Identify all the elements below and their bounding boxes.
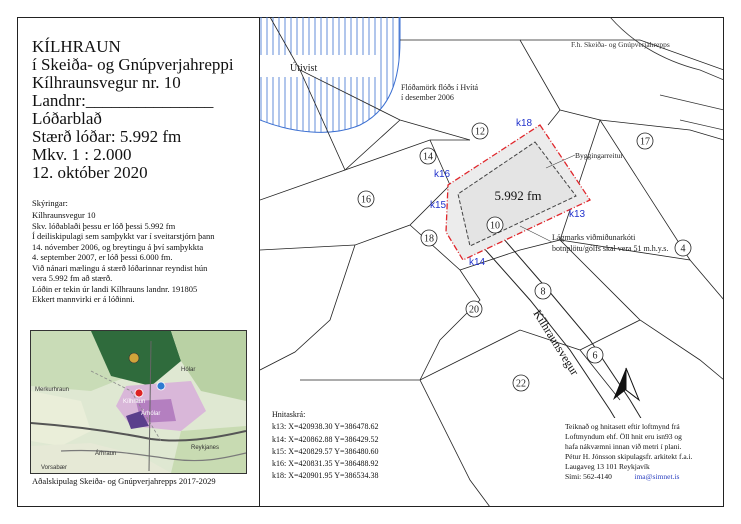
coordinate-row: k14: X=420862.88 Y=386429.52 — [272, 434, 379, 444]
coordinate-row: k13: X=420938.30 Y=386478.62 — [272, 422, 379, 432]
coordinate-row: k18: X=420901.95 Y=386534.38 — [272, 471, 379, 481]
inset-map-graphic — [31, 331, 246, 473]
credit-line: hafa nákvæmni innan við metri í plani. — [565, 442, 682, 451]
lot-number-12: 12 — [475, 126, 485, 138]
inset-caption: Aðalskipulag Skeiða- og Gnúpverjahrepps 2017-2029 — [32, 476, 216, 486]
corner-label-k14: k14 — [469, 257, 486, 268]
credit-line: Pétur H. Jónsson skipulagsfr. arkitekt f.a.i. — [565, 452, 693, 461]
corner-label-k15: k15 — [430, 200, 447, 211]
road-label: Kílhraunsvegur — [530, 307, 582, 378]
credit-line: Laugaveg 13 101 Reykjavík — [565, 462, 650, 471]
explanation-line: Við nánari mælingu á stærð lóðarinnar reyndist hún — [32, 262, 208, 273]
credit-line: Loftmyndum ehf. Öll hnit eru isn93 og — [565, 432, 682, 441]
corner-label-k13: k13 — [569, 209, 586, 220]
explanation-line: Kílhraunsvegur 10 — [32, 210, 96, 220]
coordinate-table — [272, 409, 379, 483]
coordinate-row: k15: X=420829.57 Y=386480.60 — [272, 446, 379, 456]
street-address: Kílhraunsvegur nr. 10 — [32, 73, 181, 92]
explanation-line: Ekkert mannvirki er á lóðinni. — [32, 294, 135, 304]
building-area-label: Byggingarreitur — [575, 151, 623, 160]
flood-note-line2: í desember 2006 — [401, 93, 454, 102]
flood-note-line1: Flóðamörk flóðs í Hvítá — [401, 83, 479, 92]
inset-label-arhraun: Árhraun — [95, 451, 117, 457]
lot-number-18: 18 — [424, 233, 434, 245]
floor-note-line2: botnplötu/gólfs skal vera 51 m.h.y.s. — [552, 244, 669, 253]
map-date: 12. október 2020 — [32, 163, 148, 182]
lot-number-17: 17 — [640, 136, 650, 148]
inset-label-merkurhraun: Merkurhraun — [35, 387, 70, 393]
explanations-heading: Skýringar: — [32, 198, 68, 208]
credit-line: Teiknað og hnitasett eftir loftmynd frá — [565, 422, 680, 431]
credit-phone: Sími: 562-4140 — [565, 472, 612, 481]
lot-number-20: 20 — [469, 304, 479, 316]
lot-number-14: 14 — [423, 151, 433, 163]
explanation-line: 4. september 2007, er lóð þessi 6.000 fm. — [32, 252, 173, 262]
floor-note-line1: Lágmarks viðmiðunarkóti — [552, 233, 636, 242]
explanation-line: vera 5.992 fm að stærð. — [32, 273, 113, 283]
map-scale: Mkv. 1 : 2.000 — [32, 145, 132, 164]
inset-label-holar: Hólar — [181, 367, 196, 373]
authority-stamp-text: F.h. Skeiða- og Gnúpverjahrepps — [571, 40, 670, 49]
credit-block — [565, 422, 693, 482]
lot-number-22: 22 — [516, 378, 526, 390]
floor-note-leader — [520, 226, 552, 242]
lot-number-4: 4 — [680, 243, 686, 255]
corner-label-k16: k16 — [434, 169, 451, 180]
master-plan-inset-map — [30, 330, 247, 474]
lot-number-6: 6 — [592, 350, 598, 362]
coordinate-table-heading: Hnitaskrá: — [272, 410, 306, 419]
inset-label-vorsabaer: Vorsabær — [41, 465, 68, 471]
municipality: í Skeiða- og Gnúpverjahreppi — [32, 55, 234, 74]
map-title: KÍLHRAUN — [32, 37, 121, 56]
explanations-text — [32, 210, 214, 305]
lot-number-8: 8 — [540, 286, 546, 298]
coordinate-row: k16: X=420831.35 Y=386488.92 — [272, 459, 379, 469]
utivist-label: Útivist — [290, 63, 318, 74]
inset-label-kilhraun: Kílhraun — [123, 399, 146, 405]
land-number: Landnr:_______________ — [32, 91, 214, 110]
explanation-line: Í deiliskipulagi sem samþykkt var í sveitarstjórn þann — [32, 231, 215, 241]
lot-size: Stærð lóðar: 5.992 fm — [32, 127, 182, 146]
inset-label-arholar: Árhólar — [141, 411, 161, 417]
credit-contact — [565, 472, 693, 482]
corner-label-k18: k18 — [516, 118, 533, 129]
lot-number-16: 16 — [361, 194, 371, 206]
document-type: Lóðarblað — [32, 109, 102, 128]
terrain-line — [660, 95, 724, 130]
inset-label-reykjanes: Reykjanes — [191, 445, 220, 451]
explanation-line: 14. nóvember 2006, og breytingu á því samþykkta — [32, 241, 204, 252]
lot-area-label: 5.992 fm — [494, 188, 542, 203]
explanation-line: Lóðin er tekin úr landi Kílhrauns landnr. 191805 — [32, 283, 198, 294]
north-arrow-icon — [613, 368, 639, 400]
explanation-line: Skv. lóðablaði þessu er lóð þessi 5.992 fm — [32, 220, 176, 231]
lot-number-10: 10 — [490, 220, 500, 232]
credit-email-link[interactable]: ima@simnet.is — [634, 472, 680, 481]
utivist-label-bg — [260, 55, 380, 77]
